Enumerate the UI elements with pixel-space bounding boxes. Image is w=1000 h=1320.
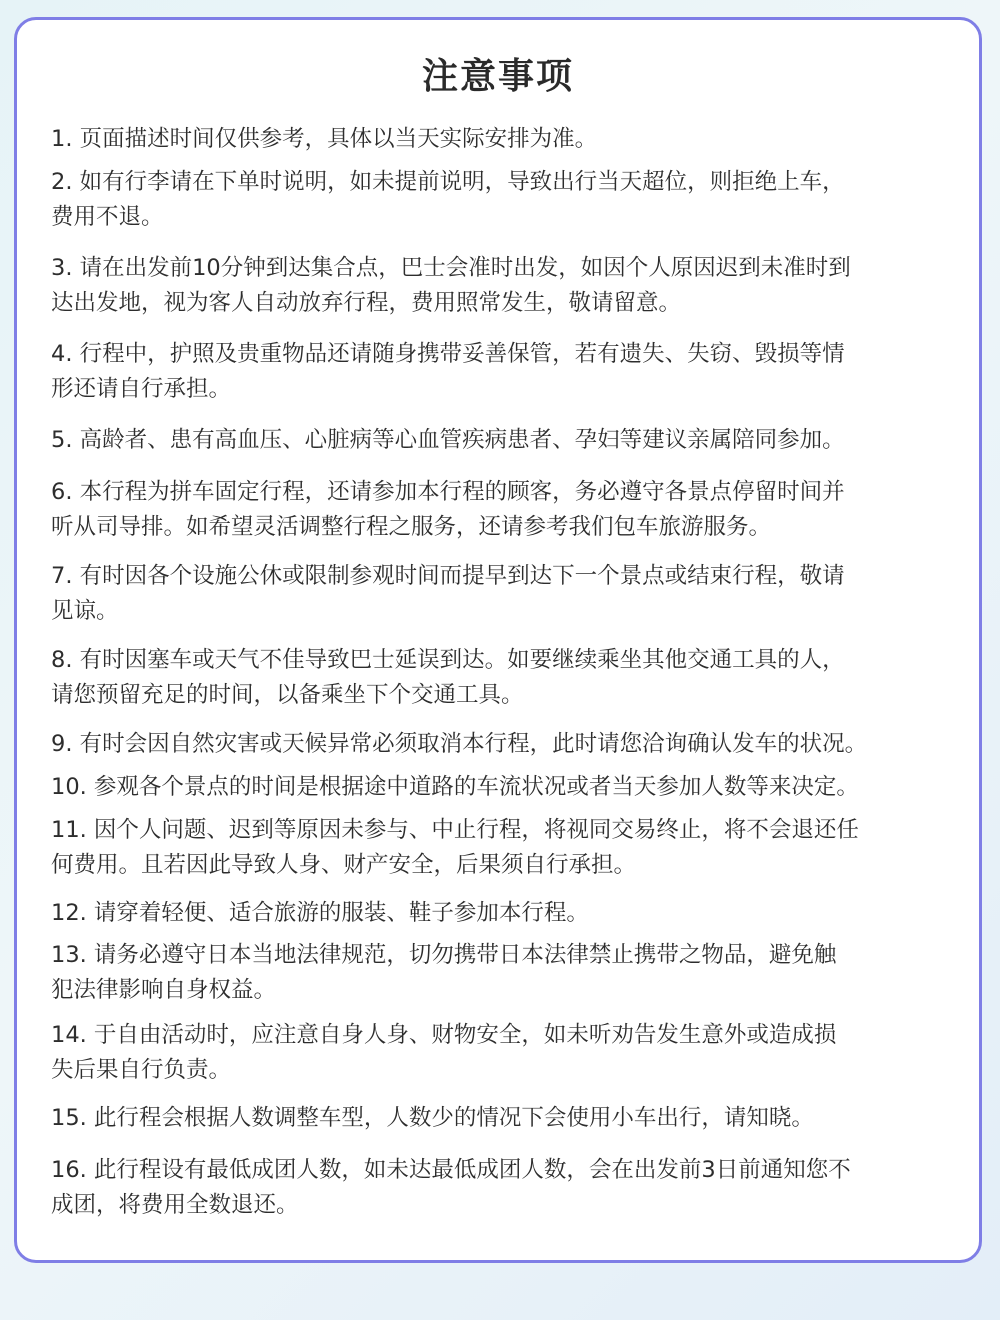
notice-line: 16. 此行程设有最低成团人数，如未达最低成团人数，会在出发前3日前通知您不: [51, 1157, 851, 1183]
page-title: 注意事项: [421, 56, 574, 97]
notice-line: 成团，将费用全数退还。: [51, 1192, 299, 1218]
notice-line: 15. 此行程会根据人数调整车型，人数少的情况下会使用小车出行，请知晓。: [51, 1105, 814, 1131]
notice-line: 3. 请在出发前10分钟到达集合点，巴士会准时出发，如因个人原因迟到未准时到: [51, 255, 851, 281]
notice-item-5: [51, 423, 959, 458]
notice-item-12: [51, 896, 959, 931]
notice-line: 听从司导排。如希望灵活调整行程之服务，还请参考我们包车旅游服务。: [51, 514, 772, 540]
notice-item-7: [51, 559, 959, 629]
notice-line: 11. 因个人问题、迟到等原因未参与、中止行程，将视同交易终止，将不会退还任: [51, 817, 859, 843]
notice-item-15: [51, 1101, 959, 1136]
notice-item-6: [51, 475, 959, 545]
notice-item-1: [51, 122, 959, 157]
notice-line: 9. 有时会因自然灾害或天候异常必须取消本行程，此时请您洽询确认发车的状况。: [51, 731, 868, 757]
notice-line: 失后果自行负责。: [51, 1057, 232, 1083]
notice-item-3: [51, 251, 959, 321]
notice-list: [17, 20, 979, 1260]
notice-line: 请您预留充足的时间，以备乘坐下个交通工具。: [51, 682, 524, 708]
notice-line: 4. 行程中，护照及贵重物品还请随身携带妥善保管，若有遗失、失窃、毁损等情: [51, 341, 845, 367]
notice-item-4: [51, 337, 959, 407]
notice-line: 5. 高龄者、患有高血压、心脏病等心血管疾病患者、孕妇等建议亲属陪同参加。: [51, 427, 845, 453]
notice-line: 8. 有时因塞车或天气不佳导致巴士延误到达。如要继续乘坐其他交通工具的人，: [51, 647, 845, 673]
notice-line: 2. 如有行李请在下单时说明，如未提前说明，导致出行当天超位，则拒绝上车，: [51, 169, 845, 195]
notice-line: 14. 于自由活动时，应注意自身人身、财物安全，如未听劝告发生意外或造成损: [51, 1022, 837, 1048]
notice-item-2: [51, 165, 959, 235]
notice-line: 12. 请穿着轻便、适合旅游的服装、鞋子参加本行程。: [51, 900, 589, 926]
notice-item-10: [51, 770, 959, 805]
notice-item-16: [51, 1153, 959, 1223]
notice-line: 何费用。且若因此导致人身、财产安全，后果须自行承担。: [51, 852, 637, 878]
notice-line: 见谅。: [51, 598, 119, 624]
notice-line: 费用不退。: [51, 204, 164, 230]
notice-line: 达出发地，视为客人自动放弃行程，费用照常发生，敬请留意。: [51, 290, 682, 316]
notice-line: 形还请自行承担。: [51, 376, 232, 402]
notice-line: 犯法律影响自身权益。: [51, 977, 277, 1003]
notice-item-9: [51, 727, 959, 762]
notice-line: 7. 有时因各个设施公休或限制参观时间而提早到达下一个景点或结束行程，敬请: [51, 563, 845, 589]
notice-item-8: [51, 643, 959, 713]
notice-line: 10. 参观各个景点的时间是根据途中道路的车流状况或者当天参加人数等来决定。: [51, 774, 859, 800]
notice-item-13: [51, 938, 959, 1008]
notice-line: 6. 本行程为拼车固定行程，还请参加本行程的顾客，务必遵守各景点停留时间并: [51, 479, 845, 505]
notice-item-11: [51, 813, 959, 883]
notice-line: 13. 请务必遵守日本当地法律规范，切勿携带日本法律禁止携带之物品，避免触: [51, 942, 837, 968]
notice-card: [14, 17, 982, 1263]
notice-item-14: [51, 1018, 959, 1088]
notice-line: 1. 页面描述时间仅供参考，具体以当天实际安排为准。: [51, 126, 598, 152]
